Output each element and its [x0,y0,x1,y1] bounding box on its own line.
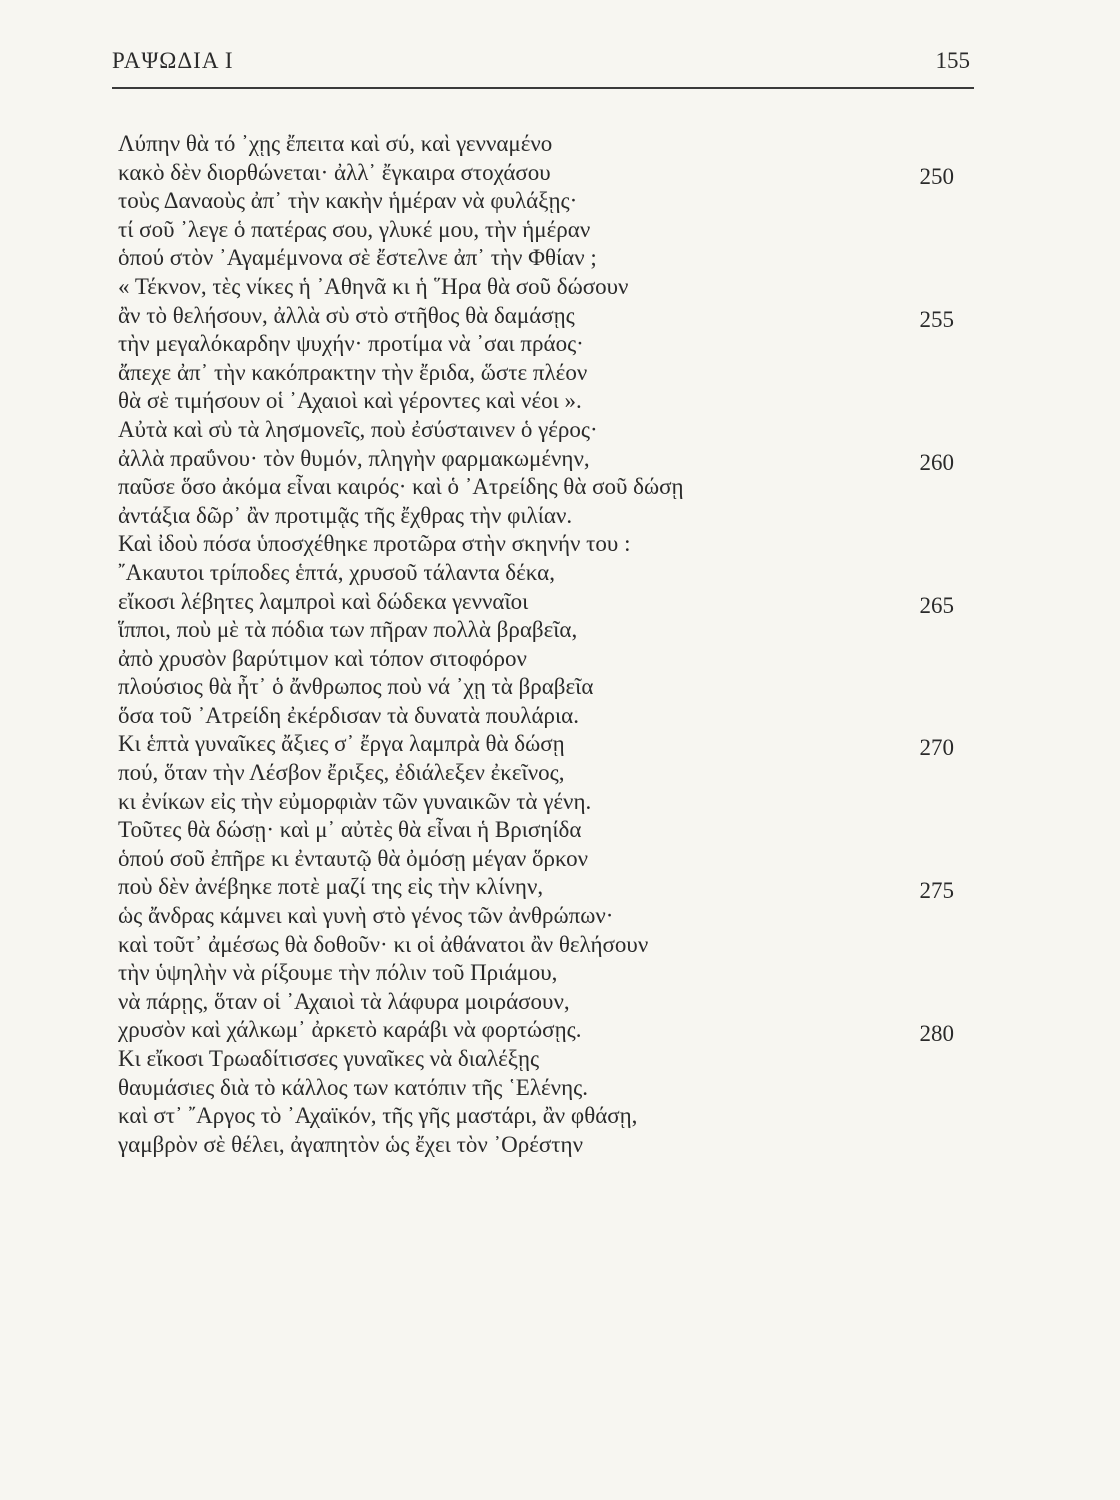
verse-text: κι ἐνίκων εἰς τὴν εὐμορφιὰν τῶν γυναικῶν τὰ γένη. [118,788,592,814]
verse-text: γαμβρὸν σὲ θέλει, ἀγαπητὸν ὡς ἔχει τὸν ᾽Ορέστην [118,1131,583,1157]
verse-text: ἀλλὰ πραΰνου· τὸν θυμόν, πληγὴν φαρμακωμένην, [118,445,590,471]
verse-line [118,588,968,617]
verse-line [118,473,968,502]
verse-text: ἂν τὸ θελήσουν, ἀλλὰ σὺ στὸ στῆθος θὰ δαμάσῃς [118,302,575,328]
verse-text: θὰ σὲ τιμήσουν οἱ ᾽Αχαιοὶ καὶ γέροντες καὶ νέοι ». [118,388,582,414]
verse-line [118,788,968,817]
verse-text: Λύπην θὰ τό ᾽χῃς ἔπειτα καὶ σύ, καὶ γενναμένο [118,131,553,156]
verse-line [118,873,968,902]
verse-line [118,445,968,474]
verse-text: ἵπποι, ποὺ μὲ τὰ πόδια των πῆραν πολλὰ βραβεῖα, [118,617,578,643]
verse-text: ἀντάξια δῶρ᾽ ἂν προτιμᾷς τῆς ἔχθρας τὴν φιλίαν. [118,502,573,528]
line-number: 250 [919,163,954,189]
verse-text: Κι ἑπτὰ γυναῖκες ἄξιες σ᾽ ἔργα λαμπρὰ θὰ δώσῃ [118,731,565,757]
verse-text: ἀπὸ χρυσὸν βαρύτιμον καὶ τόπον σιτοφόρον [118,645,527,671]
verse-line [118,302,968,331]
verse-line [118,759,968,788]
verse-line [118,159,968,188]
verse-line [118,359,968,388]
verse-line [118,931,968,960]
verse-line [118,273,968,302]
verse-line [118,416,968,445]
header-rule [112,87,974,89]
verse-text: θαυμάσιες διὰ τὸ κάλλος των κατόπιν τῆς ῾Ελένης. [118,1074,588,1100]
verse-line [118,673,968,702]
line-number: 270 [919,735,954,761]
verse-line [118,845,968,874]
verse-line [118,730,968,759]
verse-text: ποὺ δὲν ἀνέβηκε ποτὲ μαζί της εἰς τὴν κλίνην, [118,874,544,900]
verse-line [118,1045,968,1074]
verse-block [118,130,968,1159]
line-number: 260 [919,449,954,475]
verse-line [118,702,968,731]
verse-line [118,130,968,159]
verse-line [118,645,968,674]
line-number: 280 [919,1021,954,1047]
verse-text: κακὸ δὲν διορθώνεται· ἀλλ᾽ ἔγκαιρα στοχάσου [118,159,551,185]
verse-line [118,559,968,588]
verse-line [118,187,968,216]
verse-text: ὅσα τοῦ ᾽Ατρείδη ἐκέρδισαν τὰ δυνατὰ πουλάρια. [118,702,579,728]
verse-text: Αὐτὰ καὶ σὺ τὰ λησμονεῖς, ποὺ ἐσύσταινεν ὁ γέρος· [118,416,598,442]
verse-line [118,216,968,245]
verse-text: ῎Ακαυτοι τρίποδες ἑπτά, χρυσοῦ τάλαντα δέκα, [118,559,555,585]
verse-text: χρυσὸν καὶ χάλκωμ᾽ ἀρκετὸ καράβι νὰ φορτώσῃς. [118,1017,582,1043]
verse-text: τί σοῦ ᾽λεγε ὁ πατέρας σου, γλυκέ μου, τὴν ἡμέραν [118,216,591,242]
verse-text: ὁπού στὸν ᾽Αγαμέμνονα σὲ ἔστελνε ἀπ᾽ τὴν Φθίαν ; [118,245,597,271]
verse-text: νὰ πάρῃς, ὅταν οἱ ᾽Αχαιοὶ τὰ λάφυρα μοιράσουν, [118,988,570,1014]
verse-text: Κι εἴκοσι Τρωαδίτισσες γυναῖκες νὰ διαλέξῃς [118,1046,540,1071]
verse-line [118,387,968,416]
verse-text: Τοῦτες θὰ δώσῃ· καὶ μ᾽ αὐτὲς θὰ εἶναι ἡ Βρισηίδα [118,817,582,843]
verse-line [118,502,968,531]
verse-text: πλούσιος θὰ ἦτ᾽ ὁ ἄνθρωπος ποὺ νά ᾽χῃ τὰ βραβεῖα [118,674,594,700]
page-number: 155 [935,48,970,73]
line-number: 255 [919,306,954,332]
verse-line [118,1102,968,1131]
verse-text: παῦσε ὅσο ἀκόμα εἶναι καιρός· καὶ ὁ ᾽Ατρείδης θὰ σοῦ δώσῃ [118,474,684,500]
verse-text: ὁπού σοῦ ἐπῆρε κι ἐνταυτῷ θὰ ὀμόσῃ μέγαν ὅρκον [118,845,589,871]
verse-line [118,616,968,645]
verse-line [118,988,968,1017]
verse-text: τὴν ὑψηλὴν νὰ ρίξουμε τὴν πόλιν τοῦ Πριάμου, [118,960,558,986]
verse-line [118,244,968,273]
verse-text: καὶ στ᾽ ῎Αργος τὸ ᾽Αχαϊκόν, τῆς γῆς μαστάρι, ἂν φθάσῃ, [118,1103,638,1129]
verse-line [118,902,968,931]
verse-text: καὶ τοῦτ᾽ ἀμέσως θὰ δοθοῦν· κι οἱ ἀθάνατοι ἂν θελήσουν [118,931,649,957]
verse-text: ὡς ἄνδρας κάμνει καὶ γυνὴ στὸ γένος τῶν ἀνθρώπων· [118,903,614,929]
verse-text: « Τέκνον, τὲς νίκες ἡ ᾽Αθηνᾶ κι ἡ ῞Ηρα θὰ σοῦ δώσουν [118,273,629,299]
running-head [112,48,974,78]
verse-line [118,1131,968,1160]
verse-line [118,816,968,845]
line-number: 265 [919,592,954,618]
verse-text: τὴν μεγαλόκαρδην ψυχήν· προτίμα νὰ ᾽σαι πράος· [118,331,584,357]
verse-line [118,1074,968,1103]
verse-line [118,1016,968,1045]
verse-line [118,330,968,359]
verse-text: τοὺς Δαναοὺς ἀπ᾽ τὴν κακὴν ἡμέραν νὰ φυλάξῃς· [118,188,578,214]
verse-text: πού, ὅταν τὴν Λέσβον ἔριξες, ἐδιάλεξεν ἐκεῖνος, [118,760,565,786]
verse-text: ἄπεχε ἀπ᾽ τὴν κακόπρακτην τὴν ἔριδα, ὥστε πλέον [118,359,588,385]
verse-text: εἴκοσι λέβητες λαμπροὶ καὶ δώδεκα γενναῖοι [118,588,529,614]
line-number: 275 [919,878,954,904]
verse-line [118,530,968,559]
verse-text: Καὶ ἰδοὺ πόσα ὑποσχέθηκε προτῶρα στὴν σκηνήν του : [118,531,631,557]
verse-line [118,959,968,988]
running-title: ΡΑΨΩΔΙΑ Ι [112,48,234,73]
